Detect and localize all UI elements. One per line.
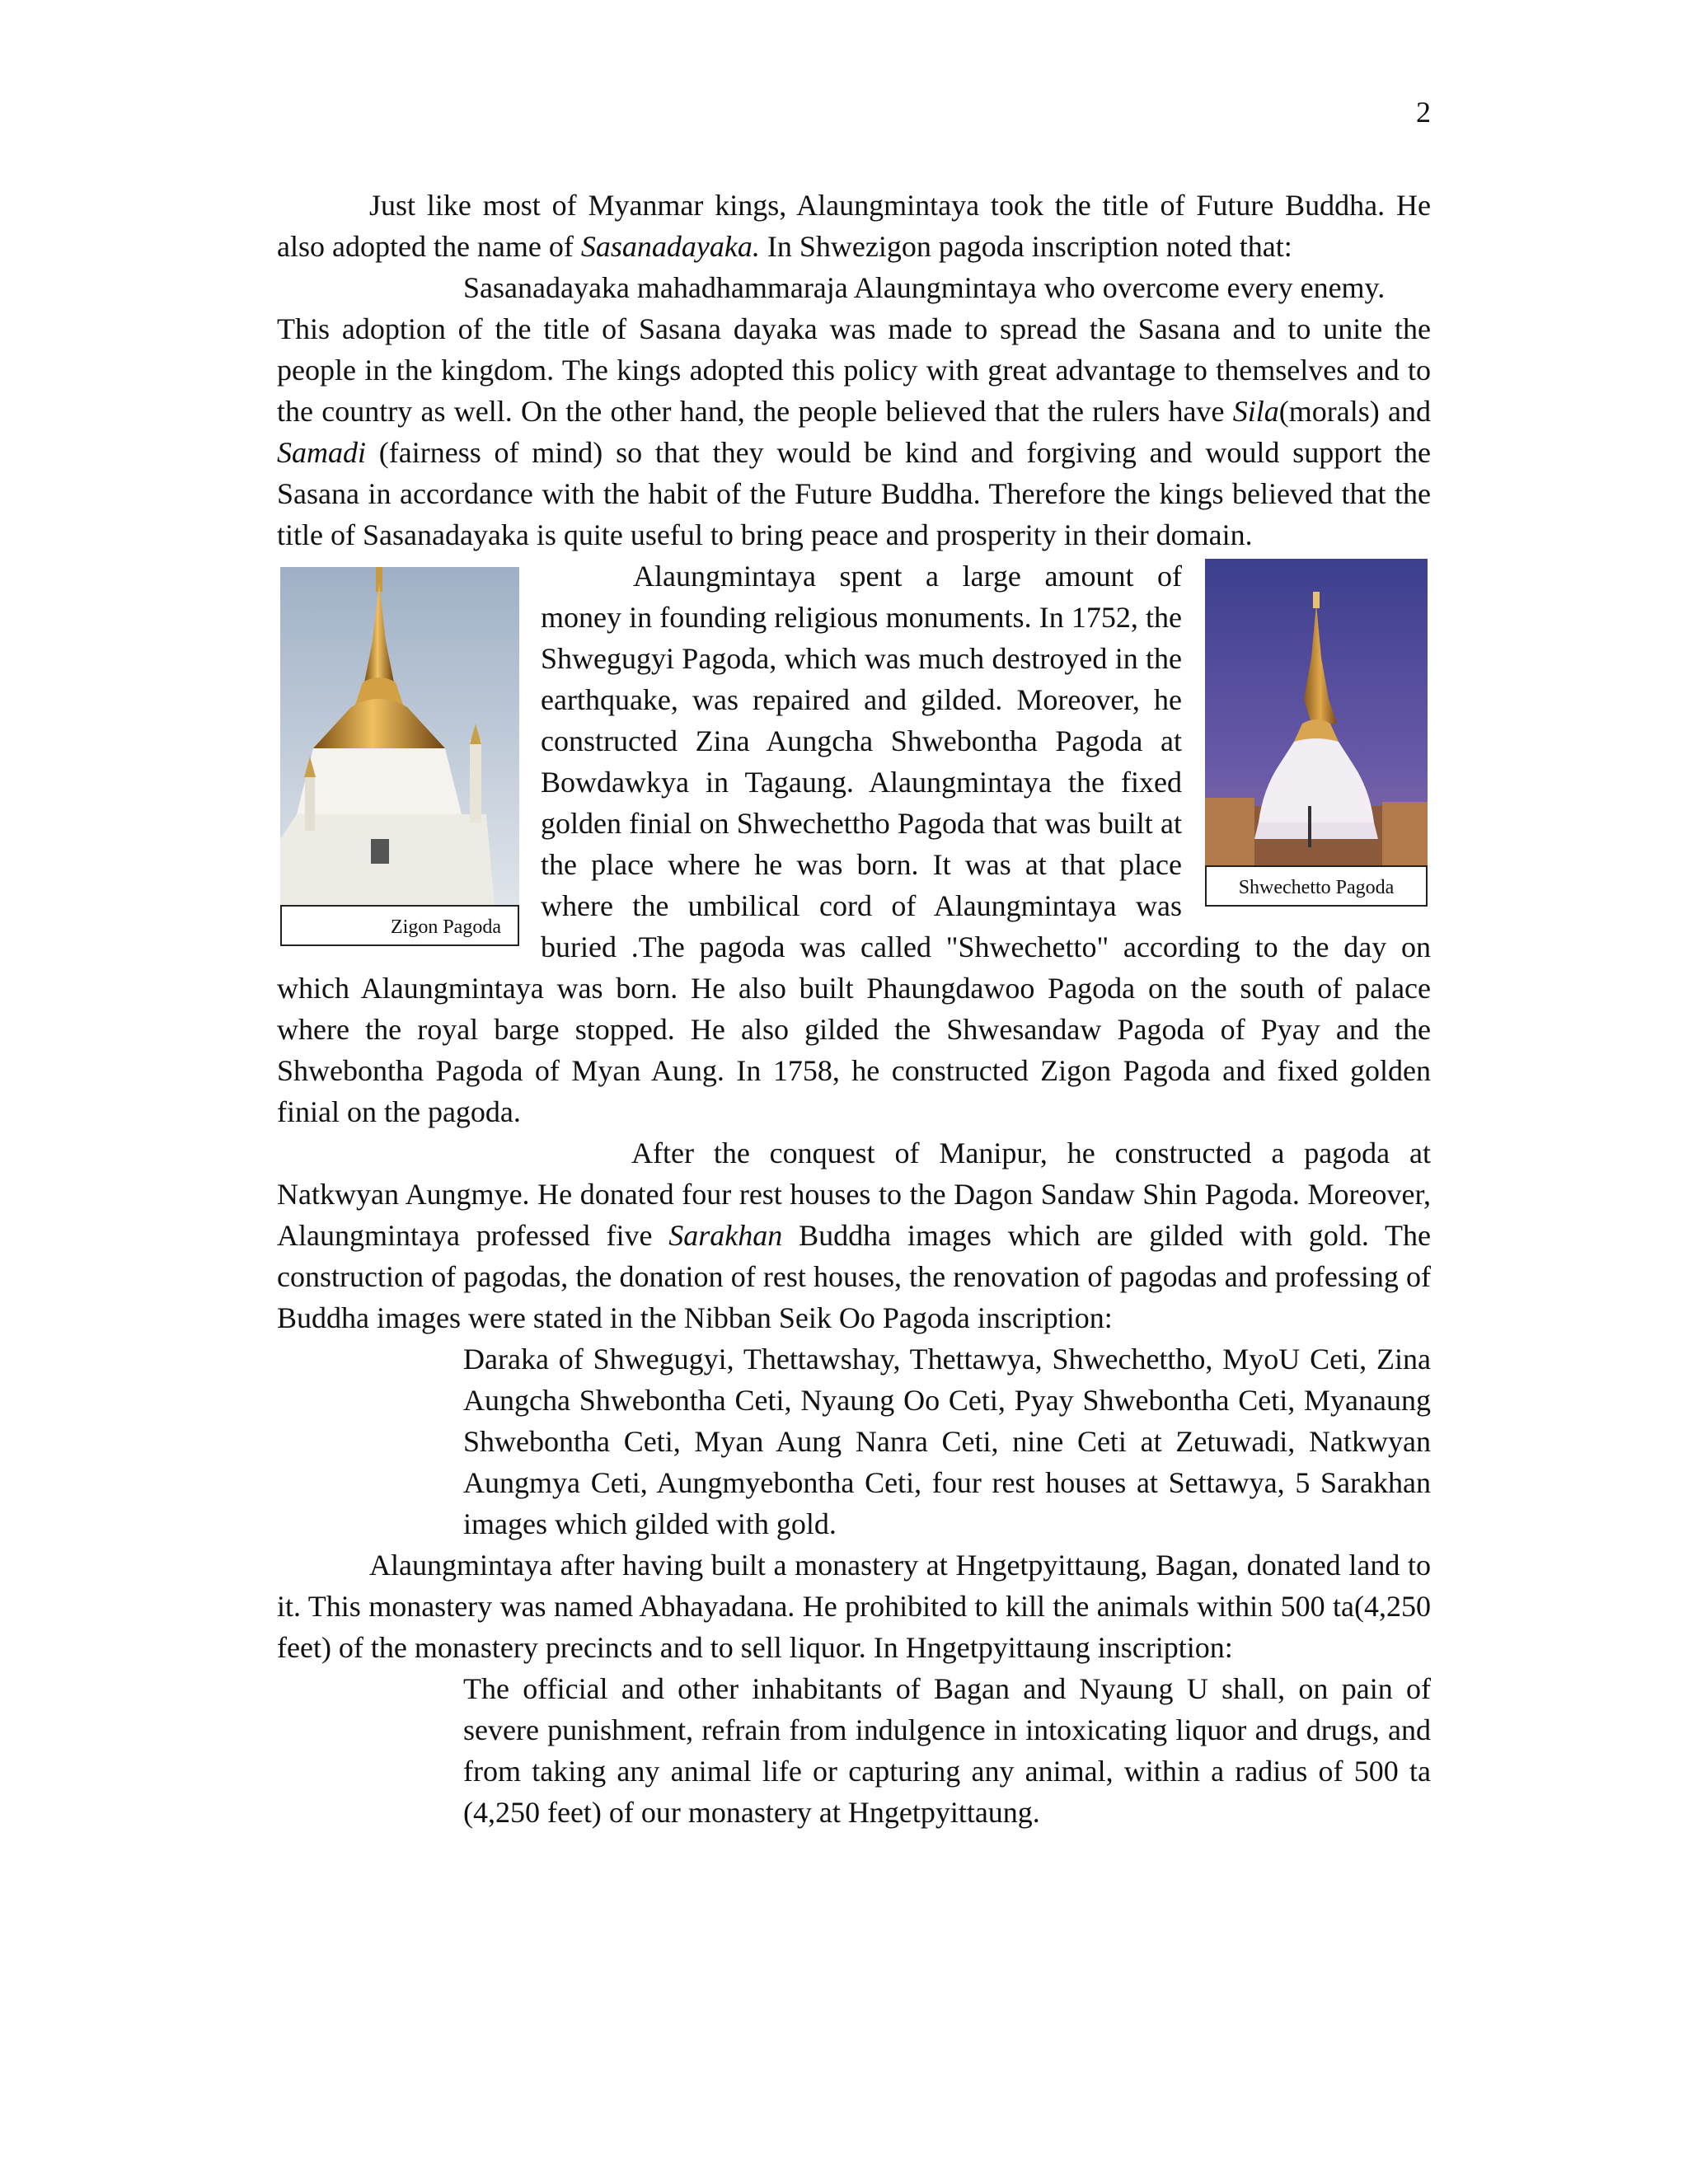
quote-shwezigon: Sasanadayaka mahadhammaraja Alaungmintaya who overcome every enemy. — [463, 271, 1386, 304]
paragraph-2: This adoption of the title of Sasana dayaka was made to spread the Sasana and to unite the people in the kingdom. The kings adopted this policy with great advantage to themselves and to the country as well. On the other hand, the people believed that the rulers have Sila(morals) and Samadi (fairness of mind) so that they would be kind and forgiving and would support the Sasana in accordance with the habit of the Future Buddha. Therefore the kings believed that the title of Sasanadayaka is quite useful to bring peace and prosperity in their domain. — [277, 312, 1432, 551]
quote-hngetpyittaung: The official and other inhabitants of Bagan and Nyaung U shall, on pain of severe punishment, refrain from indulgence in intoxicating liquor and drugs, and from taking any animal life or capturing any animal, within a radius of 500 ta (4,250 feet) of our monastery at Hngetpyittaung. — [463, 1672, 1431, 1829]
body-text — [277, 185, 1431, 1833]
paragraph-5: Alaungmintaya after having built a monastery at Hngetpyittaung, Bagan, donated land to it. This monastery was named Abhayadana. He prohibited to kill the animals within 500 ta(4,250 feet) of the monastery precincts and to sell liquor. In Hngetpyittaung inscription: — [277, 1549, 1431, 1664]
page-number: 2 — [1416, 96, 1431, 129]
paragraph-1: Just like most of Myanmar kings, Alaungmintaya took the title of Future Buddha. He also adopted the name of Sasanadayaka. In Shwezigon pagoda inscription noted that: — [277, 189, 1431, 263]
zigon-caption: Zigon Pagoda — [280, 905, 519, 946]
figure-shwechetto — [1205, 559, 1428, 907]
shwechetto-pagoda-photo — [1205, 559, 1428, 865]
zigon-pagoda-photo — [280, 567, 519, 905]
shwechetto-caption: Shwechetto Pagoda — [1205, 865, 1428, 907]
paragraph-3: Zigon Pagoda Alaungmintaya spent a large amount of money in founding religious monuments. In 1752, the Shwegugyi Pagoda, which was much destroyed in the earthquake, was repaired and gilded. Moreover, he constructed Zina Aungcha Shwebontha Pagoda at Bowdawkya in Tagaung. Alaungmintaya the fixed golden finial on Shwechettho Pagoda that was built at the place where he was born. It was at that place where the umbilical cord of Alaungmintaya was buried .The pagoda was called "Shwechetto" according to the day on which Alaungmintaya was born. He also built Phaungdawoo Pagoda on the south of palace where the royal barge stopped. He also gilded the Shwesandaw Pagoda of Pyay and the Shwebontha Pagoda of Myan Aung. In 1758, he constructed Zigon Pagoda and fixed golden finial on the pagoda. — [277, 560, 1431, 1128]
quote-nibban-seik-oo: Daraka of Shwegugyi, Thettawshay, Thettawya, Shwechettho, MyoU Ceti, Zina Aungcha Shwebontha Ceti, Nyaung Oo Ceti, Pyay Shwebontha Ceti, Myanaung Shwebontha Ceti, Myan Aung Nanra Ceti, nine Ceti at Zetuwadi, Natkwyan Aungmya Ceti, Aungmyebontha Ceti, four rest houses at Settawya, 5 Sarakhan images which gilded with gold. — [463, 1343, 1431, 1540]
paragraph-4: After the conquest of Manipur, he constructed a pagoda at Natkwyan Aungmye. He donated four rest houses to the Dagon Sandaw Shin Pagoda. Moreover, Alaungmintaya professed five Sarakhan Buddha images which are gilded with gold. The construction of pagodas, the donation of rest houses, the renovation of pagodas and professing of Buddha images were stated in the Nibban Seik Oo Pagoda inscription: — [277, 1137, 1431, 1334]
figure-zigon — [280, 567, 519, 946]
